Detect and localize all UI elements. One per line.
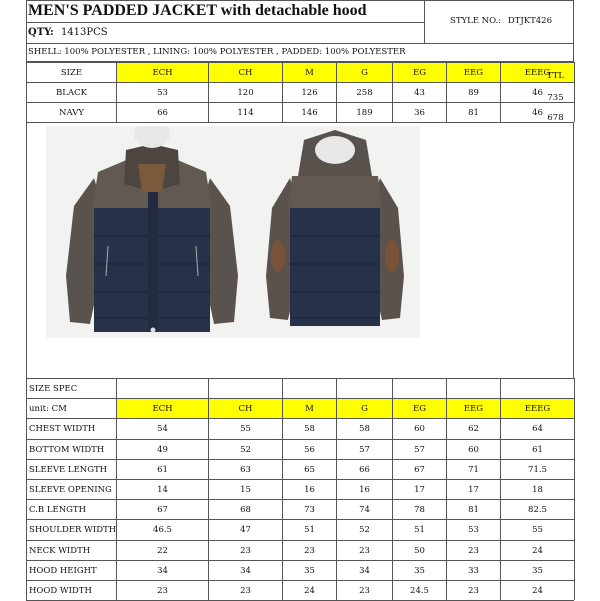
qty-value: 1413PCS (60, 27, 108, 38)
fabric-composition: SHELL: 100% POLYESTER , LINING: 100% POLYESTER , PADDED: 100% POLYESTER (28, 47, 406, 57)
measurement-value: 57 (359, 444, 370, 455)
measurement-value: 58 (304, 424, 315, 434)
measurement-value: 34 (240, 565, 251, 576)
quantity-cell: 189 (356, 107, 373, 118)
measurement-value: 23 (468, 585, 479, 596)
color-name: NAVY (59, 107, 84, 118)
measurement-name: HOOD WIDTH (29, 585, 92, 596)
measurement-value: 67 (157, 504, 168, 515)
measurement-value: 18 (532, 484, 543, 495)
size-column-header: EEG (447, 63, 500, 82)
measurement-value: 24 (304, 585, 315, 596)
quantity-cell: 120 (237, 87, 254, 98)
quantity-cell: 258 (356, 87, 373, 98)
measurement-value: 52 (359, 525, 370, 535)
measurement-value: 65 (304, 464, 315, 475)
measurement-value: 15 (240, 484, 251, 495)
measurement-name: NECK WIDTH (29, 545, 91, 556)
unit-label: unit: CM (29, 403, 67, 414)
color-name: BLACK (56, 87, 87, 98)
quantity-cell: 66 (157, 107, 168, 118)
size-column-header: EEG (447, 399, 500, 418)
page-title: MEN'S PADDED JACKET with detachable hood (28, 2, 367, 19)
title-divider (26, 22, 424, 23)
measurement-name: SLEEVE OPENING (29, 484, 112, 495)
quantity-cell: 81 (468, 107, 479, 118)
measurement-value: 57 (414, 444, 425, 455)
grid-line (574, 62, 575, 122)
measurement-value: 23 (240, 585, 251, 596)
quantity-cell: 89 (468, 87, 479, 98)
measurement-value: 74 (359, 504, 370, 515)
measurement-value: 35 (414, 565, 425, 576)
size-column-header: EEEG (501, 63, 574, 82)
quantity-cell: 126 (301, 87, 318, 98)
measurement-value: 55 (532, 525, 543, 535)
measurement-value: 23 (157, 585, 168, 596)
measurement-value: 35 (304, 565, 315, 576)
measurement-value: 58 (359, 424, 370, 434)
header-divider (424, 0, 425, 44)
measurement-value: 55 (240, 424, 251, 434)
measurement-value: 47 (240, 525, 251, 535)
size-column-header: G (337, 399, 392, 418)
measurement-name: C.B LENGTH (29, 504, 87, 515)
measurement-value: 71.5 (528, 464, 547, 475)
size-spec-title: SIZE SPEC (29, 383, 78, 394)
measurement-value: 24.5 (410, 585, 429, 596)
measurement-value: 71 (468, 464, 479, 475)
size-header: SIZE (60, 67, 83, 78)
measurement-value: 81 (468, 504, 479, 515)
measurement-value: 53 (468, 525, 479, 535)
style-number (450, 16, 552, 26)
measurement-value: 16 (304, 484, 315, 495)
size-column-header: EEEG (501, 399, 574, 418)
row-total: 735 (547, 92, 564, 103)
quantity-cell: 43 (414, 87, 425, 98)
grid-line (574, 378, 575, 600)
quantity-cell: 36 (414, 107, 425, 118)
size-column-header: ECH (117, 399, 208, 418)
jacket-front-photo (46, 126, 258, 338)
measurement-value: 52 (240, 444, 251, 455)
qty-label: QTY: (28, 27, 54, 38)
size-column-header: EG (393, 63, 446, 82)
measurement-value: 54 (157, 424, 168, 434)
size-column-header: CH (209, 399, 282, 418)
style-label: STYLE NO.: (450, 16, 502, 26)
measurement-value: 73 (304, 504, 315, 515)
size-column-header: M (283, 399, 336, 418)
size-column-header: EG (393, 399, 446, 418)
spec-sheet (26, 0, 574, 600)
measurement-value: 16 (359, 484, 370, 495)
measurement-value: 34 (359, 565, 370, 576)
measurement-value: 78 (414, 504, 425, 515)
quantity-line (28, 27, 108, 38)
measurement-value: 50 (414, 545, 425, 556)
measurement-value: 24 (532, 585, 543, 596)
measurement-name: BOTTOM WIDTH (29, 444, 105, 455)
measurement-value: 61 (157, 464, 168, 475)
measurement-value: 33 (468, 565, 479, 576)
size-column-header: CH (209, 63, 282, 82)
measurement-value: 35 (532, 565, 543, 576)
measurement-value: 60 (468, 444, 479, 455)
measurement-value: 23 (304, 545, 315, 556)
quantity-cell: 114 (237, 107, 254, 118)
measurement-name: HOOD HEIGHT (29, 565, 97, 576)
measurement-value: 34 (157, 565, 168, 576)
measurement-value: 64 (532, 424, 543, 434)
total-header: TTL (546, 70, 565, 81)
measurement-value: 68 (240, 504, 251, 515)
measurement-value: 17 (414, 484, 425, 495)
measurement-value: 46.5 (153, 525, 172, 535)
measurement-value: 51 (304, 525, 315, 535)
measurement-value: 22 (157, 545, 168, 556)
measurement-name: CHEST WIDTH (29, 424, 96, 434)
measurement-value: 23 (240, 545, 251, 556)
measurement-value: 23 (359, 585, 370, 596)
measurement-value: 17 (468, 484, 479, 495)
size-column-header: G (337, 63, 392, 82)
measurement-value: 49 (157, 444, 168, 455)
jacket-back-image (250, 126, 420, 338)
quantity-cell: 46 (532, 87, 543, 98)
measurement-name: SHOULDER WIDTH (29, 525, 117, 535)
measurement-value: 60 (414, 424, 425, 434)
measurement-value: 61 (532, 444, 543, 455)
measurement-value: 67 (414, 464, 425, 475)
jacket-back-photo (250, 126, 420, 338)
measurement-value: 82.5 (528, 504, 547, 515)
jacket-front-image (46, 126, 258, 338)
measurement-value: 24 (532, 545, 543, 556)
quantity-cell: 53 (157, 87, 168, 98)
row-total: 678 (547, 112, 564, 123)
measurement-value: 62 (468, 424, 479, 434)
quantity-cell: 46 (532, 107, 543, 118)
measurement-value: 63 (240, 464, 251, 475)
measurement-value: 14 (157, 484, 168, 495)
measurement-value: 66 (359, 464, 370, 475)
size-column-header: M (283, 63, 336, 82)
size-column-header: ECH (117, 63, 208, 82)
quantity-cell: 146 (301, 107, 318, 118)
measurement-name: SLEEVE LENGTH (29, 464, 108, 475)
style-value: DTJKT426 (507, 16, 552, 26)
measurement-value: 23 (468, 545, 479, 556)
measurement-value: 56 (304, 444, 315, 455)
measurement-value: 23 (359, 545, 370, 556)
measurement-value: 51 (414, 525, 425, 535)
